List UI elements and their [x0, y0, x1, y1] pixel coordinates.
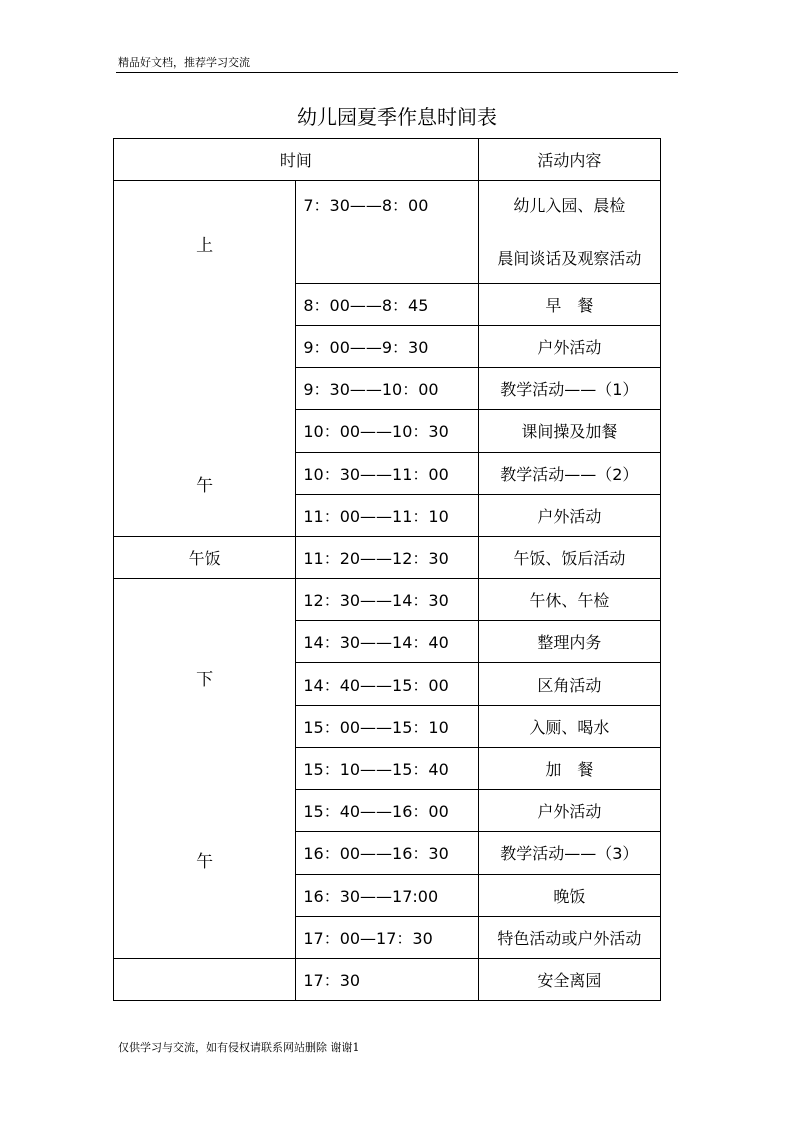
period-afternoon-char-top: 下 — [196, 670, 214, 690]
time-cell: 14：40——15：00 — [296, 663, 478, 705]
table-row — [114, 181, 661, 284]
activity-cell: 入厕、喝水 — [478, 705, 660, 747]
page-footer-text: 仅供学习与交流，如有侵权请联系网站删除 谢谢1 — [118, 1041, 360, 1054]
time-cell: 15：10——15：40 — [296, 747, 478, 789]
activity-cell: 教学活动——（3） — [478, 832, 660, 874]
activity-cell: 午饭、饭后活动 — [478, 537, 660, 579]
period-end — [114, 959, 296, 1001]
activity-cell: 区角活动 — [478, 663, 660, 705]
activity-cell: 教学活动——（2） — [478, 452, 660, 494]
activity-cell: 安全离园 — [478, 959, 660, 1001]
header-divider — [116, 72, 678, 73]
period-lunch: 午饭 — [114, 537, 296, 579]
activity-cell — [478, 181, 660, 284]
table-row — [114, 537, 661, 579]
page-header-text: 精品好文档，推荐学习交流 — [118, 56, 250, 69]
activity-cell: 早 餐 — [478, 283, 660, 325]
activity-cell: 教学活动——（1） — [478, 368, 660, 410]
table-row — [114, 959, 661, 1001]
activity-text-secondary: 晨间谈话及观察活动 — [497, 249, 642, 268]
activity-cell: 加 餐 — [478, 747, 660, 789]
time-cell: 8：00——8：45 — [296, 283, 478, 325]
document-title: 幼儿园夏季作息时间表 — [297, 105, 497, 129]
time-cell: 9：00——9：30 — [296, 325, 478, 367]
schedule-table — [113, 138, 661, 1001]
period-afternoon — [114, 579, 296, 959]
time-cell: 17：00—17：30 — [296, 916, 478, 958]
period-morning-char-bottom: 午 — [196, 476, 214, 496]
time-cell: 10：30——11：00 — [296, 452, 478, 494]
table-header-row — [114, 139, 661, 181]
activity-cell: 课间操及加餐 — [478, 410, 660, 452]
activity-cell: 晚饭 — [478, 874, 660, 916]
activity-cell: 整理内务 — [478, 621, 660, 663]
header-activity: 活动内容 — [478, 139, 660, 181]
period-morning-char-top: 上 — [196, 236, 214, 256]
time-cell: 9：30——10：00 — [296, 368, 478, 410]
activity-cell: 特色活动或户外活动 — [478, 916, 660, 958]
time-cell: 11：20——12：30 — [296, 537, 478, 579]
activity-cell: 户外活动 — [478, 494, 660, 536]
time-cell: 7：30——8：00 — [296, 181, 478, 284]
time-cell: 15：00——15：10 — [296, 705, 478, 747]
table-row — [114, 579, 661, 621]
activity-text: 幼儿入园、晨检 — [513, 196, 626, 215]
activity-cell: 户外活动 — [478, 790, 660, 832]
time-cell: 14：30——14：40 — [296, 621, 478, 663]
time-cell: 16：00——16：30 — [296, 832, 478, 874]
time-cell: 17：30 — [296, 959, 478, 1001]
time-cell: 12：30——14：30 — [296, 579, 478, 621]
activity-cell: 户外活动 — [478, 325, 660, 367]
period-morning — [114, 181, 296, 537]
time-cell: 15：40——16：00 — [296, 790, 478, 832]
time-cell: 16：30——17:00 — [296, 874, 478, 916]
period-afternoon-char-bottom: 午 — [196, 852, 214, 872]
header-time: 时间 — [114, 139, 479, 181]
time-cell: 10：00——10：30 — [296, 410, 478, 452]
activity-cell: 午休、午检 — [478, 579, 660, 621]
time-cell: 11：00——11：10 — [296, 494, 478, 536]
